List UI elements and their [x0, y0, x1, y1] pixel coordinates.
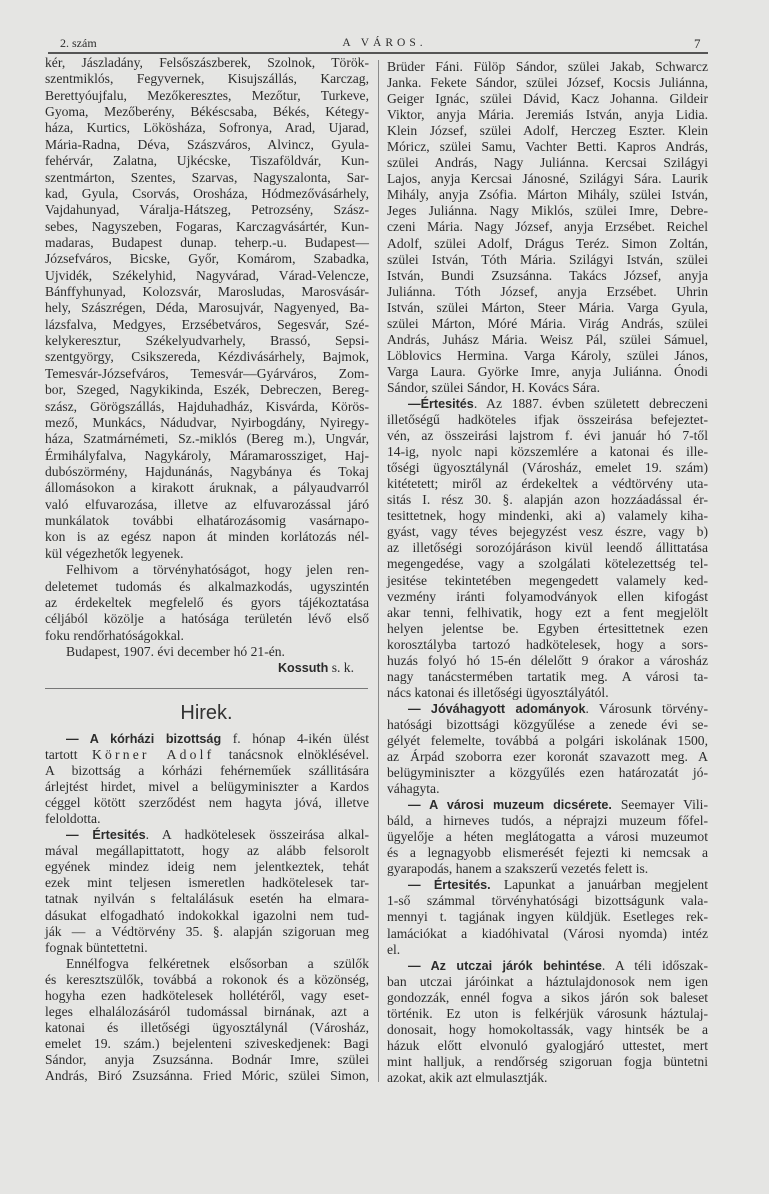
text-segment: tőségi ügyosztálynál (Városház, emelet 19. szám): [387, 460, 708, 476]
text-segment: céggel kötött szerződést nem hagyta jóvá, illetve: [45, 795, 369, 811]
text-segment: Geiger Ignác, szülei Dávid, Kacz Johanna. Gildeir: [387, 91, 708, 107]
text-line: [45, 795, 369, 811]
text-segment: . A téli időszak-: [601, 957, 709, 973]
text-segment: kér, Jászladány, Felsőszászberek, Szolnok, Török-: [45, 55, 369, 70]
text-segment: Lajos, anyja Kercsai Jánosné, Szilágyi Sára. Laurik: [387, 171, 708, 187]
text-line: [387, 1022, 708, 1038]
text-segment: Janka. Fekete Sándor, szülei József, Kocsis Juliánna,: [387, 75, 708, 91]
text-segment: el.: [387, 941, 401, 957]
article-lead: — Értesités: [66, 828, 146, 843]
text-line: [387, 508, 708, 524]
text-segment: szentmiklós, Fegyvernek, Kisujszállás, Karczag,: [45, 71, 369, 87]
text-segment: munkálatok további elhatározásomig vasárnapo-: [45, 513, 369, 529]
text-line: [45, 71, 369, 87]
text-segment: dásukat elfogadható indokokkal igazolni nem tud-: [45, 907, 369, 923]
text-segment: ügyelője a héten meglátogatta a városi muzeumot: [387, 829, 708, 845]
text-line: [387, 781, 708, 797]
text-line: [387, 589, 708, 605]
text-segment: vén, az összeirási lajstrom f. évi január hó 7-től: [387, 428, 708, 444]
text-segment: vezmény iránti folyamodványok ellen kifogást: [387, 588, 708, 604]
text-segment: Juliánna. Tóth József, anyja Erzsébet. Uhrin: [387, 283, 708, 299]
text-segment: 14-ig, nyolc napi közszemlére a katonai és ille-: [387, 444, 708, 460]
text-line: [387, 1038, 708, 1054]
text-line: [387, 540, 708, 556]
text-line: [45, 88, 369, 104]
text-segment: bor, Szeged, Nagykikinda, Eszék, Debreczen, Bereg-: [45, 382, 369, 398]
text-line: [45, 513, 369, 529]
text-segment: mennyi t. tagjának ingyen küldjük. Esetleges rek-: [387, 909, 708, 925]
paragraph: [45, 731, 369, 827]
text-line: [387, 139, 708, 155]
page-number: 7: [694, 36, 701, 51]
text-segment: foku rendőrhatóságokkal.: [45, 627, 184, 643]
signature: [45, 660, 369, 676]
text-line: [45, 972, 369, 988]
text-line: [45, 940, 369, 956]
text-segment: tatnak nyilván s feltalálásuk esetén ha elmara-: [45, 891, 369, 907]
text-segment: sitás I. rész 30. §. alapján azon hozzáadással ér-: [387, 492, 708, 508]
text-line: [387, 621, 708, 637]
text-segment: ezek mint teljesen ismeretlen hadkötelesek tar-: [45, 875, 369, 891]
text-line: [387, 893, 708, 909]
text-line: [387, 236, 708, 252]
text-segment: huzás folyó hó 15-én délelőtt 9 órakor a városház: [387, 652, 708, 668]
text-line: [45, 219, 369, 235]
text-segment: helyen jelentse be. Egyben értesittetnek ezen: [387, 620, 708, 636]
text-line: [387, 1070, 708, 1086]
text-line: [387, 958, 708, 974]
text-segment: hatósági bizottsági közgyűlése a zenede évi se-: [387, 716, 708, 732]
text-segment: Berettyóujfalu, Mezőkeresztes, Mezőtur, Turkeve,: [45, 87, 369, 103]
text-line: [45, 859, 369, 875]
text-line: [387, 412, 708, 428]
text-segment: donosait, hogy homokoltassák, vagy hintsék be a: [387, 1021, 708, 1037]
article-lead: — A városi muzeum dicsérete.: [408, 798, 612, 813]
text-segment: Sándor, anyja Zsuzsánna. Bodnár Imre, szülei: [45, 1051, 369, 1067]
spaced-name: Körner Adolf: [91, 747, 215, 763]
text-line: [387, 460, 708, 476]
text-segment: Józsefváros, Bicske, Győr, Komárom, Szabadka,: [45, 251, 369, 267]
text-line: [45, 366, 369, 382]
text-segment: kon is az egész napon át minden korlátozás nél-: [45, 529, 369, 545]
text-segment: . Az 1887. évben született debreczeni: [473, 395, 708, 411]
text-line: [45, 448, 369, 464]
paragraph: [387, 797, 708, 877]
paragraph: [45, 644, 369, 660]
text-line: [45, 1052, 369, 1068]
text-segment: céljából közölje a hatósága területén lévő első: [45, 611, 369, 627]
paragraph: [45, 55, 369, 562]
text-segment: tartott: [45, 747, 92, 763]
text-segment: Varga Laura. Györke Imre, anyja Juliánna. Ónodi: [387, 363, 708, 379]
text-line: [387, 59, 708, 75]
text-segment: Seemayer Vili-: [611, 797, 708, 813]
text-line: [387, 524, 708, 540]
text-line: [387, 877, 708, 893]
text-segment: ban utczai járóinkat a háztulajdonosok nem igen: [387, 973, 708, 989]
text-segment: katonai és illetőségi ügyosztálynál (Városház,: [45, 1019, 369, 1035]
text-segment: hogyha ezen hadkötelesek hollétéről, vagy eset-: [45, 987, 369, 1003]
text-segment: háza, Szatmárnémeti, Sz.-miklós (Bereg m.), Ungvár,: [45, 431, 369, 447]
text-segment: fognak büntettetni.: [45, 939, 148, 955]
text-line: [387, 1054, 708, 1070]
text-segment: kül végezhetők legyenek.: [45, 545, 184, 561]
text-segment: Brüder Fáni. Fülöp Sándor, szülei Jakab, Schwarcz: [387, 59, 708, 74]
text-segment: Löblovics Hermina. Varga Károly, szülei János,: [387, 347, 708, 363]
text-segment: mint halljuk, a rendőrség szigoruan fogja büntetni: [387, 1053, 708, 1069]
section-divider: [45, 688, 368, 689]
text-segment: ják — a Védtörvény 35. §. alapján szigoruan meg: [45, 923, 369, 939]
text-segment: gyást, vagy téves bejegyzést vesz észre, vagy b): [387, 524, 708, 540]
text-line: [45, 399, 369, 415]
text-line: [45, 908, 369, 924]
text-segment: belügyminiszter a közgyűlés ezen határozatát jó-: [387, 765, 708, 781]
text-segment: az érdekeltek megfelelő és gyors tájékoztatása: [45, 594, 369, 610]
text-segment: leges elhalálozásáról tudomással birnának, azt a: [45, 1003, 369, 1019]
text-segment: történik. Ez uton is felkérjük városunk háztulaj-: [387, 1005, 708, 1021]
paragraph: [45, 956, 369, 1084]
text-segment: Sándor, szülei Sándor, H. Kovács Sára.: [387, 379, 600, 395]
text-segment: 1-ső számmal törvényhatósági bizottságunk vala-: [387, 893, 708, 909]
text-line: [45, 763, 369, 779]
left-column-decree: [45, 55, 369, 677]
text-line: [387, 123, 708, 139]
newspaper-title: A VÁROS.: [342, 37, 427, 49]
text-segment: fehérvár, Zalatna, Ujkécske, Tiszaföldvár, Kun-: [45, 153, 369, 169]
text-segment: és keresztszülők, továbbá a rokonok és a közönség,: [45, 971, 369, 987]
text-line: [45, 562, 369, 578]
text-segment: dubószörmény, Hajdunánás, Nagybánya és Tokaj: [45, 463, 369, 479]
text-segment: háza, Kurtics, Lökösháza, Sofronya, Arad, Ujarad,: [45, 120, 369, 136]
text-line: [45, 186, 369, 202]
text-line: [387, 332, 708, 348]
text-line: [387, 845, 708, 861]
text-segment: gélyét felemelte, továbbá a polgári iskolának 1500,: [387, 732, 708, 748]
text-line: [45, 153, 369, 169]
text-line: [45, 1068, 369, 1084]
text-segment: czeni Mária. Nagy József, anyja Erzsébet. Reichel: [387, 219, 708, 235]
signature-name: Kossuth: [277, 661, 329, 676]
text-segment: és a legnagyobb elismerését fejezti ki nemcsak a: [387, 845, 708, 861]
text-segment: Budapest, 1907. évi december hó 21-én.: [66, 643, 285, 659]
text-line: [45, 875, 369, 891]
text-line: [387, 942, 708, 958]
text-segment: mező, Munkács, Nádudvar, Nyirbogdány, Nyiregy-: [45, 414, 369, 430]
section-heading: Hirek.: [180, 702, 233, 724]
text-line: [387, 1006, 708, 1022]
text-line: [387, 268, 708, 284]
article-lead: — Értesités.: [408, 878, 491, 893]
text-line: [387, 974, 708, 990]
text-segment: kad, Gyula, Csorvás, Orosháza, Hódmezővásárhely,: [45, 185, 369, 201]
text-segment: . Városunk törvény-: [585, 700, 708, 716]
text-segment: tesittetnek, hogy mindenki, aki a) valamely kiha-: [387, 508, 708, 524]
text-segment: akar tenni, felhivatik, hogy ezt a fent megjelölt: [387, 604, 708, 620]
text-segment: Klein József, szülei Adolf, Herczeg Eszter. Klein: [387, 123, 708, 139]
text-segment: árlejtést hirdet, mivel a belügyminiszter a Kardos: [45, 779, 369, 795]
paragraph: [45, 562, 369, 644]
text-line: [45, 431, 369, 447]
text-line: [387, 428, 708, 444]
text-line: [387, 300, 708, 316]
text-line: [387, 364, 708, 380]
text-line: [45, 137, 369, 153]
text-line: [45, 268, 369, 284]
text-segment: madaras, Budapest dunap. teherp.-u. Budapest—: [45, 234, 369, 250]
text-line: [45, 382, 369, 398]
text-segment: András, Biró Zsuzsánna. Fried Móric, szülei Simon,: [45, 1067, 369, 1083]
text-line: [45, 317, 369, 333]
text-line: [45, 529, 369, 545]
text-line: [387, 990, 708, 1006]
header-rule: [48, 52, 708, 54]
text-line: [45, 333, 369, 349]
text-segment: sebes, Nagyszeben, Fogaras, Karczagvásártér, Kun-: [45, 218, 369, 234]
text-line: [45, 628, 369, 644]
text-line: [387, 669, 708, 685]
text-segment: szülei István, Tóth Mária. Szilágyi István, szülei: [387, 251, 708, 267]
text-line: [45, 1036, 369, 1052]
text-segment: szentgyörgy, Csikszereda, Kézdivásárhely, Bajmok,: [45, 349, 369, 365]
text-segment: szentmárton, Szentes, Szarvas, Nagyszalonta, Sar-: [45, 169, 369, 185]
text-line: [45, 55, 369, 71]
text-segment: András, Juhász Mária. Weisz Pál, szülei Sámuel,: [387, 331, 708, 347]
text-line: [45, 251, 369, 267]
text-segment: Vajdahunyad, Váralja-Hátszeg, Petrozsény, Szász-: [45, 202, 369, 218]
text-segment: váhagyta.: [387, 781, 440, 797]
text-segment: Móricz, szülei Samu, Vachter Betti. Kapros András,: [387, 139, 708, 155]
text-line: [387, 813, 708, 829]
text-line: [387, 396, 708, 412]
text-segment: báld, a hirneves tudós, a néprajzi muzeum főfel-: [387, 813, 708, 829]
text-segment: . A hadkötelesek összeirása alkal-: [145, 827, 369, 843]
text-segment: Bánffyhunyad, Kolozsvár, Marosludas, Marosvásár-: [45, 284, 369, 300]
text-segment: Érmihályfalva, Nagykároly, Máramarossziget, Haj-: [45, 447, 369, 463]
article-lead: — Az utczai járók behintése: [408, 958, 602, 973]
text-line: [387, 171, 708, 187]
text-segment: szász, Görögszállás, Hajduhadház, Kisvárda, Körös-: [45, 398, 369, 414]
text-segment: szülei András, Nagy Juliánna. Kercsai Szilágyi: [387, 155, 708, 171]
text-segment: feloldotta.: [45, 811, 101, 827]
text-line: [45, 546, 369, 562]
text-segment: házuk előtt elvonuló gyalogjáró uttestet, mert: [387, 1037, 708, 1053]
text-line: [45, 747, 369, 763]
article-lead: — Jóváhagyott adományok: [408, 701, 586, 716]
text-line: [387, 203, 708, 219]
column-divider: [378, 60, 379, 1082]
text-line: [45, 415, 369, 431]
text-segment: Gyoma, Mezőberény, Békéscsaba, Békés, Kétegy-: [45, 104, 369, 120]
text-line: [387, 155, 708, 171]
text-line: [387, 829, 708, 845]
text-line: [45, 924, 369, 940]
text-segment: gyarapodás, hanem a szakszerű vezetés felett is.: [387, 861, 649, 877]
text-segment: tanácsnok elnöklésével.: [214, 747, 369, 763]
text-line: [387, 91, 708, 107]
text-line: [387, 187, 708, 203]
text-segment: lázsfalva, Medgyes, Erzsébetváros, Segesvár, Szé-: [45, 316, 369, 332]
text-line: [45, 120, 369, 136]
text-line: [387, 685, 708, 701]
text-segment: Lapunkat a januárban megjelent: [490, 877, 708, 893]
text-segment: az Árpád szoborra ezer koronát szavazott meg. A: [387, 749, 708, 765]
text-line: [387, 316, 708, 332]
text-line: [387, 556, 708, 572]
text-line: [45, 779, 369, 795]
text-line: [45, 827, 369, 843]
text-line: [45, 284, 369, 300]
text-line: [387, 348, 708, 364]
text-segment: Ujvidék, Székelyhid, Nagyvárad, Várad-Velencze,: [45, 267, 369, 283]
text-line: [45, 464, 369, 480]
text-segment: megengedése, vagy a szolgálati kötelezettség tel-: [387, 556, 708, 572]
text-line: [45, 104, 369, 120]
text-segment: István, szülei Márton, Steer Mária. Varga Gyula,: [387, 299, 708, 315]
text-segment: Felhivom a törvényhatóságot, hogy jelen ren-: [66, 562, 369, 578]
article-lead: — A kórházi bizottság: [66, 732, 222, 746]
text-line: [45, 579, 369, 595]
text-segment: Adolf, szülei Adolf, Drágus Teréz. Simon Zoltán,: [387, 235, 708, 251]
text-line: [387, 252, 708, 268]
text-segment: Jeges Juliánna. Nagy Miklós, szülei Imre, Debre-: [387, 203, 708, 219]
text-segment: való elfuvarozása, illetve az elfuvarozással járó: [45, 496, 369, 512]
text-segment: deletemet tudomás és alkalmazkodás, ugyszintén: [45, 578, 369, 594]
text-line: [45, 300, 369, 316]
text-line: [45, 731, 369, 747]
text-segment: nács katonai és illetőségi ügyosztályától.: [387, 684, 609, 700]
text-segment: Ennélfogva felkéretnek elsősorban a szülők: [66, 955, 369, 971]
text-line: [45, 843, 369, 859]
text-segment: lamációkat a kiadóhivatal (Városi nyomda) intéz: [387, 925, 708, 941]
paragraph: [387, 958, 708, 1086]
text-segment: hely, Szászrégen, Déda, Marosujvár, Nagyenyed, Ba-: [45, 300, 369, 316]
text-segment: István, Bundi Zsuzsánna. Takács József, anyja: [387, 267, 708, 283]
text-line: [387, 75, 708, 91]
text-segment: Temesvár-Józsefváros, Temesvár—Gyárváros, Zom-: [45, 365, 369, 381]
text-line: [387, 701, 708, 717]
text-line: [387, 909, 708, 925]
text-segment: Mihály, anyja Zsófia. Márton Mihály, szülei István,: [387, 187, 708, 203]
text-line: [45, 1020, 369, 1036]
text-line: [45, 235, 369, 251]
text-line: [387, 492, 708, 508]
text-line: [387, 861, 708, 877]
text-line: [387, 765, 708, 781]
text-segment: korosztályba tartozó hadkötelesek, hogy a sors-: [387, 636, 708, 652]
paragraph: [387, 877, 708, 957]
text-line: [45, 497, 369, 513]
text-line: [387, 733, 708, 749]
text-line: [387, 107, 708, 123]
text-line: [387, 219, 708, 235]
text-segment: A bizottság a kórházi fehérneműek szállitására: [45, 763, 369, 779]
text-line: [45, 891, 369, 907]
text-line: [387, 749, 708, 765]
paragraph: [387, 701, 708, 797]
text-line: [45, 611, 369, 627]
text-line: [387, 637, 708, 653]
text-segment: illetőségű hadköteles ifjak összeirása befejeztet-: [387, 412, 708, 428]
text-line: [387, 380, 708, 396]
right-column-news: [387, 59, 708, 1086]
text-segment: Viktor, anyja Mária. Jeremiás István, anyja Lidia.: [387, 107, 708, 123]
paragraph: [387, 396, 708, 701]
text-segment: az illetőségi sorozójáráson kivül leendő állittatása: [387, 540, 708, 556]
left-column-news: [45, 731, 369, 1084]
text-line: [387, 926, 708, 942]
text-line: [45, 1004, 369, 1020]
text-segment: nagy tanácstermében tartatik meg. A városi ta-: [387, 668, 708, 684]
text-line: [45, 595, 369, 611]
text-segment: gondozzák, ennél fogva a sikos járón sok baleset: [387, 989, 708, 1005]
paragraph: [387, 59, 708, 396]
text-segment: kelykeresztur, Székelyudvarhely, Brassó, Sepsi-: [45, 333, 369, 349]
text-line: [45, 202, 369, 218]
text-line: [387, 573, 708, 589]
text-segment: kitétetett; miről az érdekeltek a védtörvény uta-: [387, 476, 708, 492]
text-segment: emelet 19. szám.) bejelenteni sziveskedjenek: Bagi: [45, 1035, 369, 1051]
text-line: [387, 444, 708, 460]
text-segment: Mária-Radna, Déva, Szászváros, Alvincz, Gyula-: [45, 136, 369, 152]
text-segment: jesitése tekintetében megengedett valamely ked-: [387, 572, 708, 588]
signature-suffix: s. k.: [328, 660, 354, 676]
text-line: [387, 605, 708, 621]
text-segment: szülei Márton, Móré Mária. Virág András, szülei: [387, 315, 708, 331]
text-line: [387, 476, 708, 492]
text-segment: állomásokon a kirakott áruknak, a pályaudvarról: [45, 480, 369, 496]
paragraph: [45, 827, 369, 955]
text-line: [45, 811, 369, 827]
text-line: [45, 349, 369, 365]
text-line: [45, 480, 369, 496]
text-segment: azokat, akik azt elmulasztják.: [387, 1069, 548, 1085]
text-line: [45, 644, 369, 660]
issue-number: 2. szám: [60, 36, 97, 50]
text-line: [45, 988, 369, 1004]
article-lead: —Értesités: [408, 396, 474, 411]
text-line: [387, 653, 708, 669]
text-segment: egyének mindez ideig nem jelentkeztek, tehát: [45, 859, 369, 875]
text-line: [45, 956, 369, 972]
text-segment: f. hónap 4-ikén ülést: [221, 731, 369, 746]
text-line: [387, 797, 708, 813]
text-line: [45, 170, 369, 186]
text-line: [387, 717, 708, 733]
text-segment: mával megállapittatott, hogy az alább felsorolt: [45, 843, 369, 859]
text-line: [387, 284, 708, 300]
